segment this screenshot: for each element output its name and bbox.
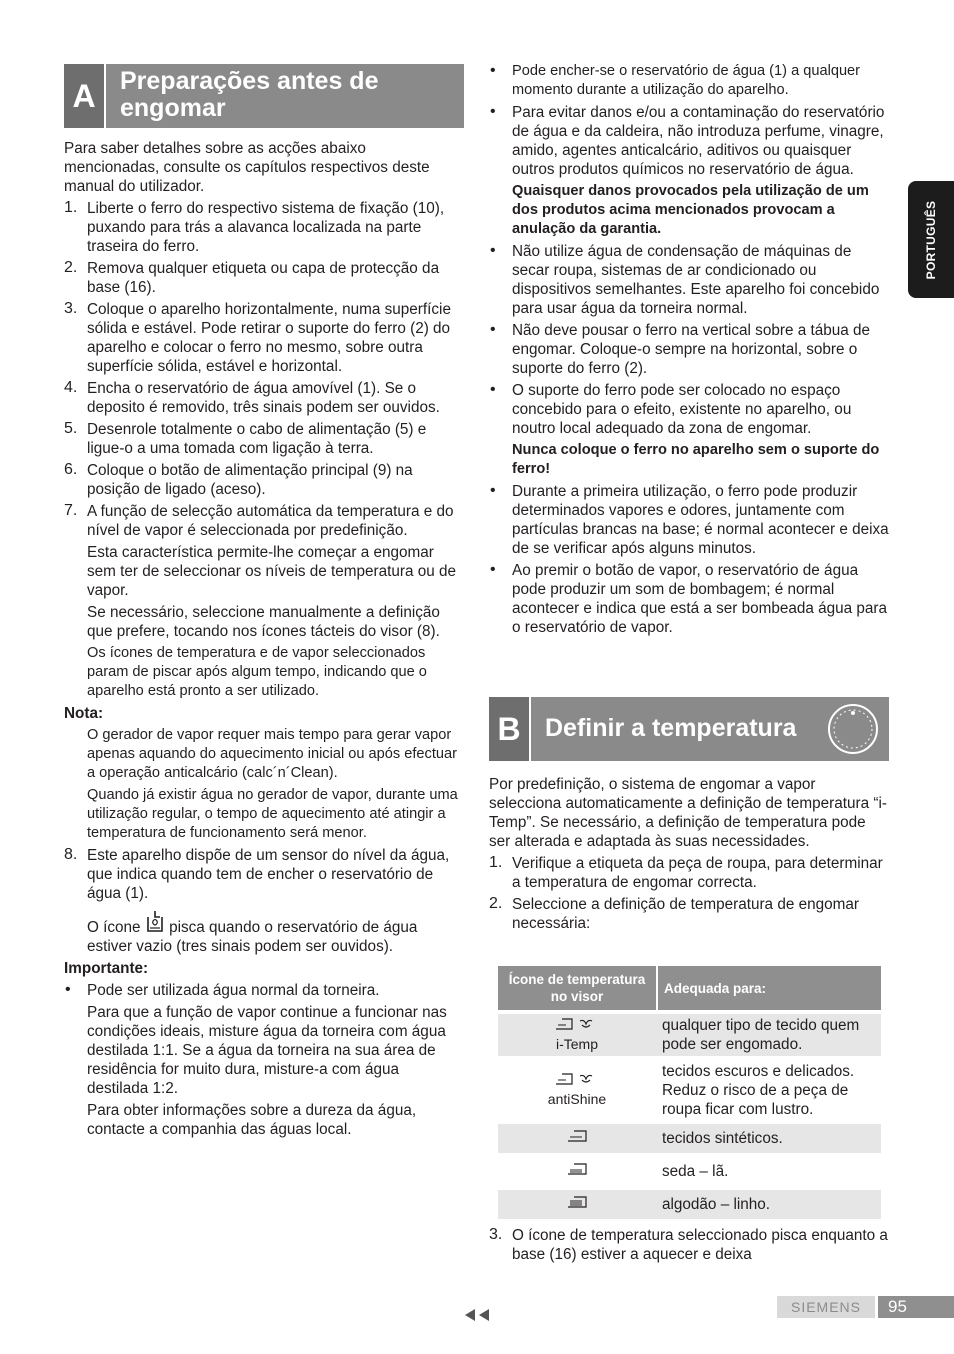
section-b-header [489,697,889,761]
bullet-item: • O suporte do ferro pode ser colocado no espaço concebido para o efeito, existente no aparelho, ou noutro local adequado da zona de engomar. [490,381,852,437]
table-header-icon: Ícone de temperatura no visor [498,966,656,1010]
section-a-intro: Para saber detalhes sobre as acções abaixo mencionadas, consulte os capítulos respectivos deste manual do utilizador. [64,140,430,195]
brand-label: SIEMENS [777,1296,875,1318]
b-step-3: 3. O ícone de temperatura seleccionado pisca enquanto a base (16) estiver a aquecer e deixa [489,1226,888,1263]
step-7-paragraph: Os ícones de temperatura e de vapor seleccionados param de piscar após algum tempo, indicando que o aparelho está pronto a ser utilizado. [87,645,427,699]
section-b-content [489,775,889,933]
step-4: 4. Encha o reservatório de água amovível (1). Se o deposito é removido, três sinais podem ser ouvidos. [64,379,440,416]
note-paragraph: O gerador de vapor requer mais tempo para gerar vapor apenas aquando do aquecimento inicial ou após efectuar a operação anticalcário (calc´n´Clean). [87,727,457,781]
table-icon-cell [498,1190,656,1219]
b-step-1: 1. Verifique a etiqueta da peça de roupa, para determinar a temperatura de engomar correcta. [489,854,883,891]
section-a-header [64,64,464,128]
bullet-item: • Não deve pousar o ferro na vertical sobre a tábua de engomar. Coloque-o sempre na horizontal, sobre o suporte do ferro (2). [490,321,870,377]
b-step-2: 2. Seleccione a definição de temperatura de engomar necessária: [489,895,859,932]
iron-steam-icon [554,1072,600,1086]
table-icon-cell: antiShine [498,1060,656,1120]
bullet-item: • Durante a primeira utilização, o ferro pode produzir determinados vapores e odores, juntamente com partículas brancas na base; é normal acontecer e deixa de se verificar após alguns minutos. [490,482,889,557]
important-paragraph: Para que a função de vapor continue a funcionar nas condições ideais, misture água da torneira com água destilada 1:1. Se a água da torneira na sua área de residência for muito dura, misture-a com água destilada 1:2. [87,1004,447,1097]
step-1: 1. Liberte o ferro do respectivo sistema de fixação (10), puxando para trás a alavanca localizada na parte traseira do ferro. [64,199,445,255]
water-tank-icon [145,909,165,935]
table-header-suitable: Adequada para: [656,966,881,1010]
step-2: 2. Remova qualquer etiqueta ou capa de protecção da base (16). [64,259,440,296]
step-7-paragraph: Se necessário, seleccione manualmente a definição que prefere, tocando nos ícones tácteis do visor (8). [87,604,440,640]
bullet-item: • Não utilize água de condensação de máquinas de secar roupa, sistemas de ar condicionado ou dispositivos semelhantes. Este aparelho foi concebido para usar água da torneira normal. [490,242,880,317]
step-5: 5. Desenrole totalmente o cabo de alimentação (5) e ligue-o a uma tomada com ligação à terra. [64,420,427,457]
stand-warning: Nunca coloque o ferro no aparelho sem o suporte do ferro! [512,442,880,477]
step-7-paragraph: Esta característica permite-lhe começar a engomar sem ter de seleccionar os níveis de temperatura ou de vapor. [87,544,457,599]
iron-one-dot-icon [566,1129,588,1143]
language-tab [908,181,954,298]
important-bullet: • Pode ser utilizada água normal da torneira. [65,981,380,999]
iron-two-dots-icon [566,1162,588,1176]
step-3: 3. Coloque o aparelho horizontalmente, numa superfície sólida e estável. Pode retirar o suporte do ferro (2) do aparelho e colocar o ferro no mesmo, sobre outra superfície sólida, estável e horizontal. [64,300,451,375]
table-row [498,1124,881,1153]
section-a-title: Preparações antes de engomar [120,67,379,122]
table-text-cell: algodão – linho. [662,1196,771,1213]
step-8: 8. Este aparelho dispõe de um sensor do nível da água, que indica quando tem de encher o reservatório de água (1). [64,846,450,902]
section-b-intro: Por predefinição, o sistema de engomar a vapor selecciona automaticamente a definição de temperatura “i-Temp”. Se necessário, a definição de temperatura pode ser alterada e adaptada às suas necessidades. [489,776,887,850]
note-label: Nota: [64,705,104,722]
important-paragraph: Para obter informações sobre a dureza da água, contacte a companhia das águas local. [87,1102,417,1138]
table-text-cell: tecidos escuros e delicados. Reduz o risco de a peça de roupa ficar com lustro. [662,1062,855,1118]
bullet-item: • Para evitar danos e/ou a contaminação do reservatório de água e da caldeira, não introduza perfume, vinagre, amido, agentes anticalcário, aditivos ou quaisquer outros produtos químicos no reservatório de água. [490,103,885,178]
step-7: 7. A função de selecção automática da temperatura e do nível de vapor é seleccionada por predefinição. [64,502,454,539]
bullet-item: • Pode encher-se o reservatório de água (1) a qualquer momento durante a utilização do aparelho. [490,62,861,98]
temperature-table [498,962,881,1223]
water-icon-note: O ícone pisca quando o reservatório de água estiver vazio (tres sinais podem ser ouvidos). [64,909,464,956]
table-row [498,1014,881,1056]
temperature-dial-icon [825,701,881,757]
table-row [498,1157,881,1186]
warranty-warning: Quaisquer danos provocados pela utilização de um dos produtos acima mencionados provocam a anulação da garantia. [512,183,869,237]
table-row [498,1190,881,1219]
section-a-letter: A [64,64,106,128]
note-paragraph: Quando já existir água no gerador de vapor, durante uma utilização regular, o tempo de aquecimento até atingir a temperatura de funcionamento será menor. [87,787,458,841]
table-icon-cell [498,1157,656,1186]
previous-page-icon[interactable] [463,1307,493,1323]
table-text-cell: qualquer tipo de tecido quem pode ser engomado. [662,1017,860,1053]
page-number: 95 [878,1296,954,1318]
table-row [498,1060,881,1120]
section-b-letter: B [489,697,531,761]
right-column [489,62,889,637]
table-icon-cell: i-Temp [498,1014,656,1056]
important-label: Importante: [64,960,149,977]
table-text-cell: seda – lã. [662,1163,729,1180]
table-text-cell: tecidos sintéticos. [662,1130,783,1147]
left-column [64,139,464,1139]
bullet-item: • Ao premir o botão de vapor, o reservatório de água pode produzir um som de bombagem; é normal acontecer e indica que está a ser bombeada água para o reservatório de vapor. [490,561,888,636]
section-b-title: Definir a temperatura [545,714,797,742]
language-label: PORTUGUÊS [924,200,938,279]
table-icon-cell [498,1124,656,1153]
iron-three-dots-icon [566,1195,588,1209]
step-6: 6. Coloque o botão de alimentação principal (9) na posição de ligado (aceso). [64,461,413,498]
iron-steam-icon [554,1017,600,1031]
